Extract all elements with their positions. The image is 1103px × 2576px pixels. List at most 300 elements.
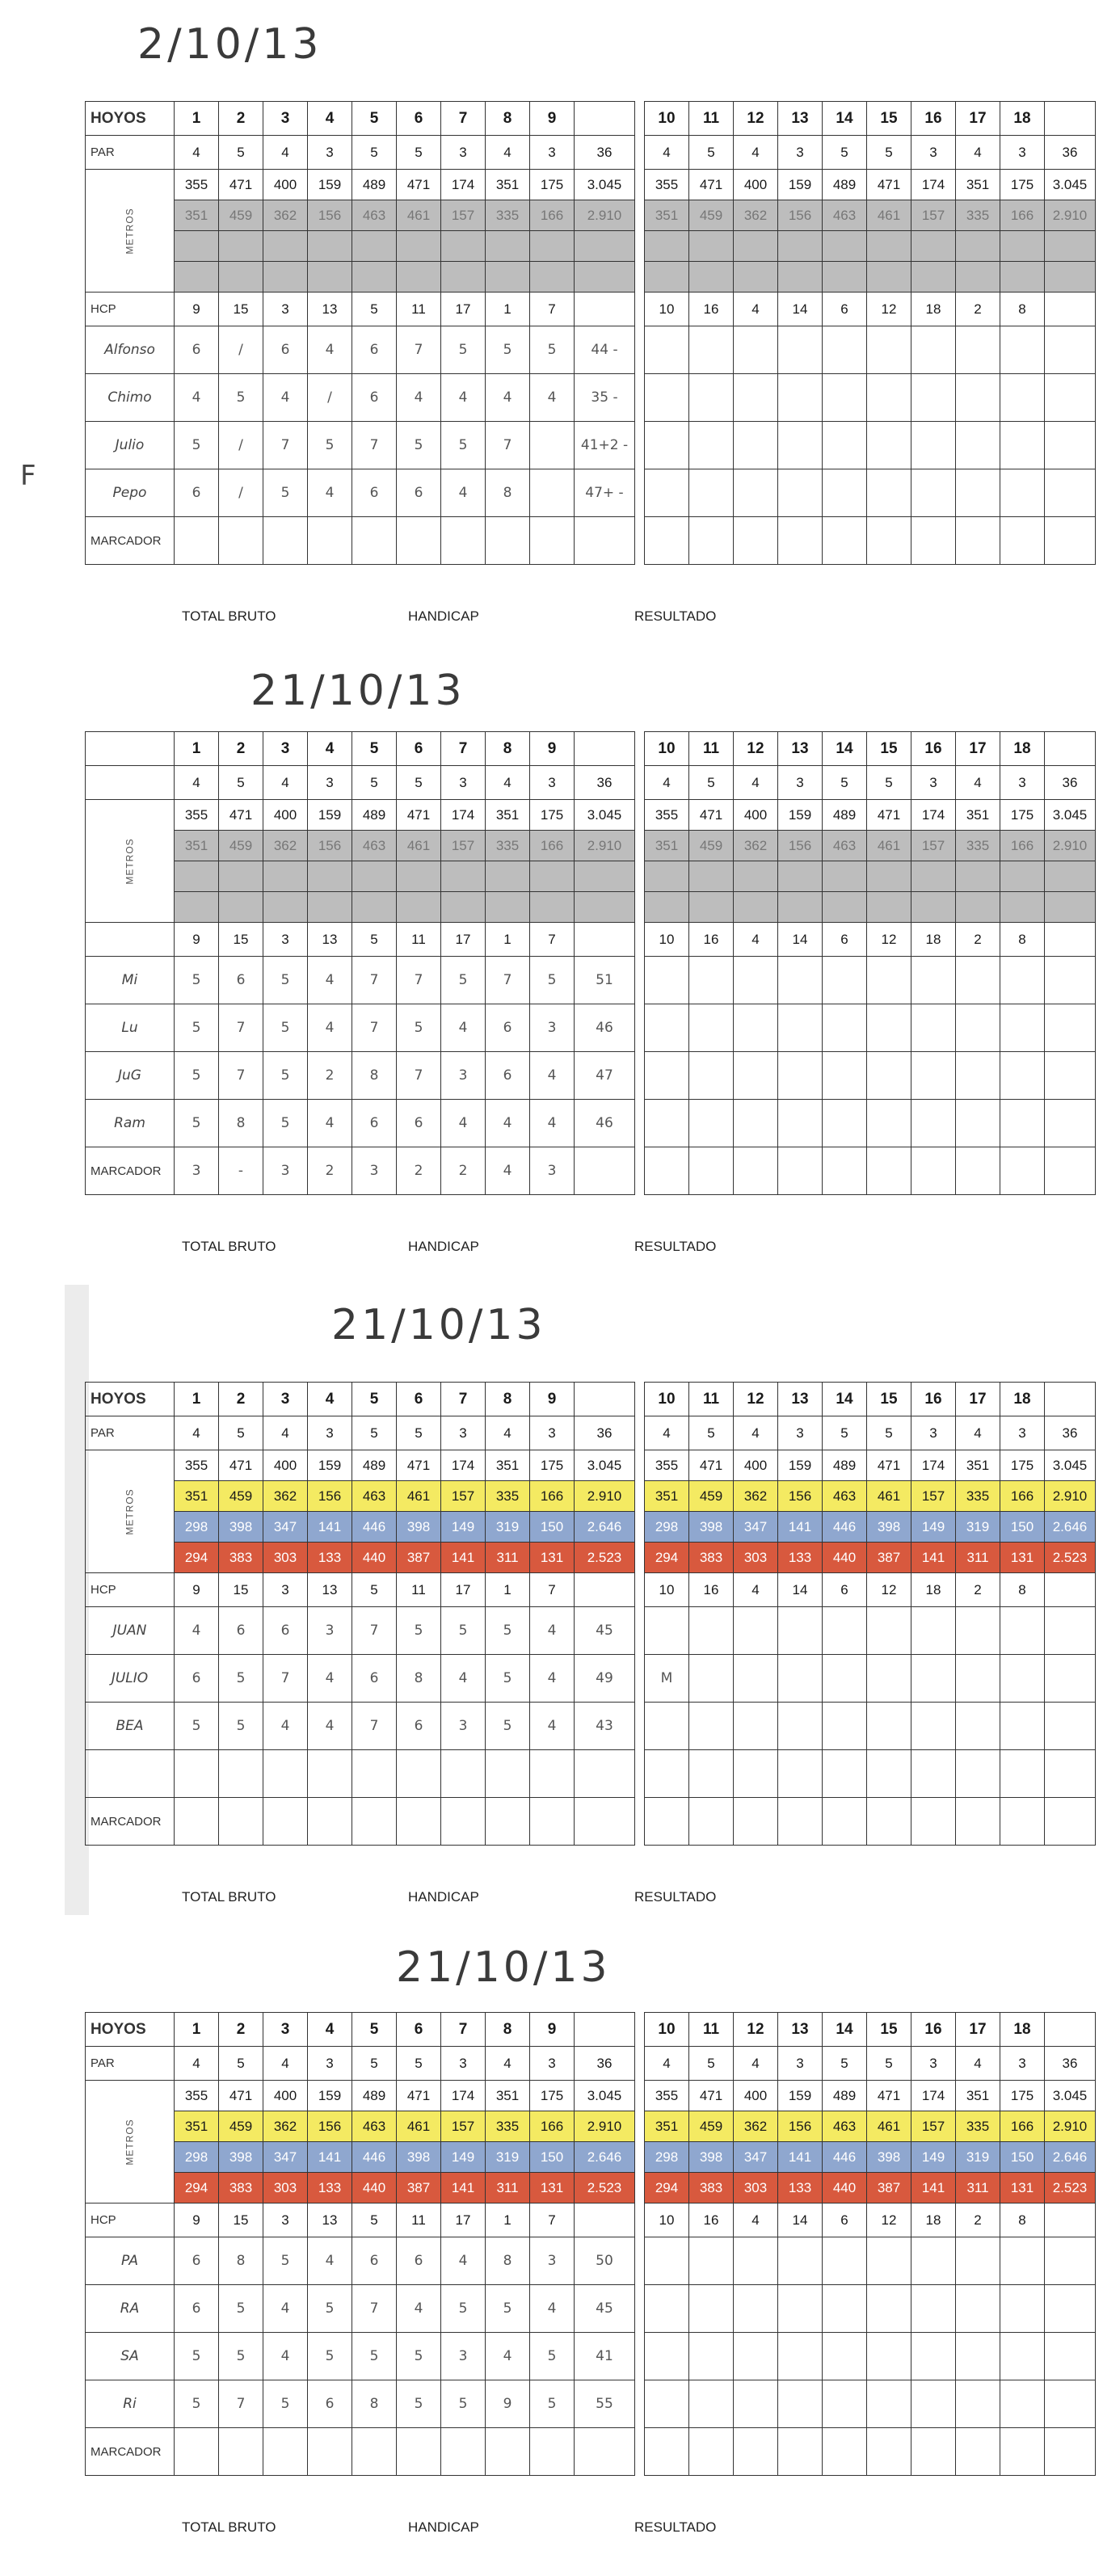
hcp-value: 9 (175, 923, 219, 957)
player-score: 7 (219, 2380, 263, 2428)
par-value: 4 (956, 1416, 1000, 1450)
footer-bruto: TOTAL BRUTO (182, 608, 276, 624)
tee-total-back (1045, 231, 1096, 262)
back-score (689, 1703, 734, 1750)
par-value: 3 (778, 136, 823, 170)
tee-distance (308, 892, 352, 923)
player-score: 5 (308, 422, 352, 469)
marcador-back (956, 2428, 1000, 2476)
tee-total-front (575, 861, 635, 892)
back-score (734, 957, 778, 1004)
player-score (530, 1750, 575, 1798)
marcador-back (911, 517, 956, 565)
hcp-value: 1 (486, 293, 530, 326)
hcp-value: 10 (645, 923, 689, 957)
hole-number: 1 (175, 732, 219, 766)
player-score: 5 (175, 1100, 219, 1147)
tee-distance: 461 (867, 200, 911, 231)
tee-distance (645, 861, 689, 892)
hcp-value: 10 (645, 1573, 689, 1607)
marcador-score (263, 1798, 308, 1846)
player-name: Alfonso (86, 326, 175, 374)
par-value: 4 (734, 2047, 778, 2081)
tee-distance: 351 (175, 2111, 219, 2142)
back-score (956, 1004, 1000, 1052)
tee-distance: 463 (352, 2111, 397, 2142)
tee-total-back: 2.523 (1045, 1543, 1096, 1573)
marcador-score (219, 1798, 263, 1846)
marcador-label: MARCADOR (86, 2428, 175, 2476)
hcp-value: 9 (175, 2203, 219, 2237)
hole-number: 1 (175, 1383, 219, 1416)
par-value: 5 (352, 766, 397, 800)
tee-distance: 133 (308, 1543, 352, 1573)
marcador-label: MARCADOR (86, 517, 175, 565)
marcador-label: MARCADOR (86, 1147, 175, 1195)
par-total-front: 36 (575, 1416, 635, 1450)
tee-distance: 461 (867, 831, 911, 861)
hcp-label: HCP (86, 1573, 175, 1607)
hcp-total-back (1045, 293, 1096, 326)
front-total-header (575, 102, 635, 136)
tee-distance: 294 (175, 1543, 219, 1573)
hcp-total-front (575, 1573, 635, 1607)
player-row (86, 957, 1096, 1004)
par-value: 3 (308, 1416, 352, 1450)
player-score: 6 (219, 1607, 263, 1655)
hcp-value: 13 (308, 2203, 352, 2237)
tee-distance: 461 (867, 2111, 911, 2142)
back-score (956, 1703, 1000, 1750)
player-score: 5 (486, 1607, 530, 1655)
tee-distance (911, 861, 956, 892)
marcador-score (219, 2428, 263, 2476)
par-value: 5 (689, 2047, 734, 2081)
tee-distance: 362 (263, 831, 308, 861)
tee-distance: 133 (778, 2173, 823, 2203)
tee-total-front: 2.910 (575, 1481, 635, 1512)
player-row (86, 2333, 1096, 2380)
back-total (1045, 2237, 1096, 2285)
hcp-value: 12 (867, 2203, 911, 2237)
back-score (823, 469, 867, 517)
gap (635, 1543, 645, 1573)
player-score: 3 (530, 1004, 575, 1052)
metros-text: METROS (124, 1488, 136, 1535)
back-score (689, 957, 734, 1004)
par-value: 3 (778, 1416, 823, 1450)
tee-distance: 471 (219, 1450, 263, 1481)
back-total (1045, 469, 1096, 517)
tee-distance: 150 (1000, 1512, 1045, 1543)
par-value: 3 (308, 766, 352, 800)
par-value: 5 (689, 1416, 734, 1450)
player-score: 5 (263, 1004, 308, 1052)
tee-total-back: 3.045 (1045, 800, 1096, 831)
back-score (867, 374, 911, 422)
footer-bruto: TOTAL BRUTO (182, 2519, 276, 2535)
player-score: 7 (219, 1004, 263, 1052)
tee-distance: 141 (778, 1512, 823, 1543)
gap (635, 136, 645, 170)
tee-distance: 440 (352, 2173, 397, 2203)
player-score: 6 (175, 1655, 219, 1703)
tee-distance: 400 (734, 800, 778, 831)
player-score: 6 (175, 469, 219, 517)
back-total (1045, 1607, 1096, 1655)
par-value: 3 (308, 2047, 352, 2081)
player-score: 4 (308, 1100, 352, 1147)
marcador-score (486, 2428, 530, 2476)
player-score: 5 (486, 1655, 530, 1703)
tee-distance (911, 231, 956, 262)
tee-distance: 149 (911, 1512, 956, 1543)
player-score: 8 (352, 2380, 397, 2428)
tee-distance: 463 (352, 200, 397, 231)
hole-number: 10 (645, 1383, 689, 1416)
tee-distance: 362 (734, 1481, 778, 1512)
tee-distance: 335 (956, 2111, 1000, 2142)
gap (635, 2428, 645, 2476)
par-value: 4 (175, 136, 219, 170)
marcador-score (441, 517, 486, 565)
tee-distance: 400 (734, 170, 778, 200)
marcador-score: 3 (175, 1147, 219, 1195)
hcp-value: 3 (263, 923, 308, 957)
side-note: F (20, 460, 36, 492)
tee-total-back: 3.045 (1045, 2081, 1096, 2111)
player-score: 5 (175, 422, 219, 469)
tee-row (86, 1450, 1096, 1481)
gap (635, 262, 645, 293)
par-total-back: 36 (1045, 766, 1096, 800)
player-name: Lu (86, 1004, 175, 1052)
tee-distance (441, 892, 486, 923)
back-score (823, 1052, 867, 1100)
back-score (645, 469, 689, 517)
par-value: 4 (263, 2047, 308, 2081)
hole-number: 13 (778, 1383, 823, 1416)
marcador-back (823, 1798, 867, 1846)
back-total (1045, 2380, 1096, 2428)
tee-distance: 141 (911, 2173, 956, 2203)
hcp-value: 2 (956, 293, 1000, 326)
player-name: SA (86, 2333, 175, 2380)
tee-row (86, 170, 1096, 200)
player-row (86, 422, 1096, 469)
player-score: 5 (263, 1100, 308, 1147)
tee-distance: 387 (867, 1543, 911, 1573)
hcp-value: 12 (867, 923, 911, 957)
player-score: 6 (175, 326, 219, 374)
hole-number: 8 (486, 732, 530, 766)
back-score (689, 2333, 734, 2380)
marcador-back (1045, 1798, 1096, 1846)
tee-distance: 383 (689, 1543, 734, 1573)
player-score: 6 (352, 374, 397, 422)
tee-distance: 159 (308, 170, 352, 200)
gap (635, 1052, 645, 1100)
hole-number: 5 (352, 2013, 397, 2047)
tee-total-front: 3.045 (575, 170, 635, 200)
back-score (911, 2285, 956, 2333)
tee-distance: 157 (441, 200, 486, 231)
tee-total-front: 3.045 (575, 2081, 635, 2111)
tee-distance (689, 861, 734, 892)
hcp-value: 14 (778, 1573, 823, 1607)
hcp-value: 7 (530, 293, 575, 326)
tee-distance: 347 (263, 2142, 308, 2173)
marcador-back (867, 517, 911, 565)
hole-number: 15 (867, 1383, 911, 1416)
tee-total-front: 2.910 (575, 2111, 635, 2142)
tee-distance (823, 231, 867, 262)
tee-distance: 175 (530, 2081, 575, 2111)
par-value: 4 (645, 766, 689, 800)
par-value: 3 (530, 2047, 575, 2081)
player-score: 4 (263, 2333, 308, 2380)
player-row (86, 2380, 1096, 2428)
tee-distance: 355 (645, 170, 689, 200)
hcp-value: 5 (352, 923, 397, 957)
hole-number: 13 (778, 2013, 823, 2047)
back-score (1000, 422, 1045, 469)
hole-number: 1 (175, 102, 219, 136)
par-value: 4 (486, 766, 530, 800)
player-score: 5 (219, 374, 263, 422)
tee-distance: 175 (1000, 1450, 1045, 1481)
back-score (1000, 1100, 1045, 1147)
tee-distance (486, 892, 530, 923)
gap (635, 1750, 645, 1798)
tee-row (86, 1481, 1096, 1512)
back-score (956, 1052, 1000, 1100)
back-score (867, 1052, 911, 1100)
gap (635, 2081, 645, 2111)
gap (635, 2111, 645, 2142)
par-total-back: 36 (1045, 136, 1096, 170)
back-score (911, 2333, 956, 2380)
tee-distance (308, 861, 352, 892)
metros-label (86, 2081, 175, 2203)
tee-distance (175, 861, 219, 892)
hcp-value: 15 (219, 2203, 263, 2237)
hole-number: 16 (911, 732, 956, 766)
tee-distance (530, 262, 575, 293)
player-score: 5 (263, 2380, 308, 2428)
par-value: 4 (175, 1416, 219, 1450)
hcp-total-back (1045, 923, 1096, 957)
back-score (645, 1052, 689, 1100)
back-score (1000, 374, 1045, 422)
par-value: 5 (823, 136, 867, 170)
player-score: 7 (352, 1607, 397, 1655)
tee-distance: 459 (689, 1481, 734, 1512)
hcp-value: 7 (530, 923, 575, 957)
back-score (645, 1100, 689, 1147)
tee-distance: 351 (956, 2081, 1000, 2111)
player-total: 41 (575, 2333, 635, 2380)
tee-distance: 471 (397, 1450, 441, 1481)
par-value: 5 (823, 766, 867, 800)
tee-distance: 174 (441, 1450, 486, 1481)
hole-number: 5 (352, 102, 397, 136)
tee-distance (175, 892, 219, 923)
marcador-back (734, 2428, 778, 2476)
player-score: 5 (397, 1607, 441, 1655)
gap (635, 469, 645, 517)
back-score (956, 957, 1000, 1004)
tee-total-front: 2.646 (575, 1512, 635, 1543)
hcp-value: 5 (352, 1573, 397, 1607)
marcador-back (645, 517, 689, 565)
hole-number: 11 (689, 2013, 734, 2047)
tee-distance: 463 (823, 200, 867, 231)
tee-distance (219, 231, 263, 262)
par-value: 3 (1000, 766, 1045, 800)
marcador-score (308, 517, 352, 565)
tee-distance: 471 (867, 2081, 911, 2111)
marcador-score: 3 (352, 1147, 397, 1195)
par-value: 4 (734, 136, 778, 170)
tee-distance: 387 (397, 1543, 441, 1573)
tee-distance: 159 (778, 170, 823, 200)
marcador-score (397, 517, 441, 565)
gap (635, 517, 645, 565)
holes-row (86, 732, 1096, 766)
tee-distance: 471 (689, 170, 734, 200)
back-score (645, 2380, 689, 2428)
tee-distance: 446 (352, 1512, 397, 1543)
tee-distance: 355 (645, 1450, 689, 1481)
hole-number: 9 (530, 102, 575, 136)
back-score (1000, 1004, 1045, 1052)
player-score: 7 (352, 1004, 397, 1052)
player-row (86, 1052, 1096, 1100)
marcador-back (1000, 1798, 1045, 1846)
tee-distance (219, 861, 263, 892)
tee-distance: 440 (352, 1543, 397, 1573)
player-score: 7 (352, 1703, 397, 1750)
tee-distance: 335 (486, 831, 530, 861)
marcador-total (575, 2428, 635, 2476)
player-name: Mi (86, 957, 175, 1004)
hcp-value: 7 (530, 1573, 575, 1607)
back-score (867, 957, 911, 1004)
back-score (867, 1607, 911, 1655)
tee-distance (778, 231, 823, 262)
tee-distance: 335 (956, 831, 1000, 861)
tee-total-front: 2.523 (575, 1543, 635, 1573)
player-score: 5 (441, 957, 486, 1004)
hole-number: 11 (689, 732, 734, 766)
tee-distance: 362 (734, 831, 778, 861)
tee-distance: 383 (219, 1543, 263, 1573)
hole-number: 15 (867, 732, 911, 766)
player-total: 55 (575, 2380, 635, 2428)
tee-total-front (575, 892, 635, 923)
gap (635, 200, 645, 231)
tee-distance: 351 (486, 170, 530, 200)
marcador-back (1000, 1147, 1045, 1195)
hole-number: 12 (734, 1383, 778, 1416)
footer-resultado: RESULTADO (634, 1239, 717, 1254)
player-score: / (308, 374, 352, 422)
back-score (867, 1100, 911, 1147)
hcp-value: 16 (689, 293, 734, 326)
tee-total-back: 2.910 (1045, 2111, 1096, 2142)
hcp-value: 6 (823, 923, 867, 957)
tee-distance (441, 231, 486, 262)
marcador-score (175, 517, 219, 565)
hole-number: 12 (734, 102, 778, 136)
tee-distance (1000, 231, 1045, 262)
tee-total-front: 2.910 (575, 831, 635, 861)
player-score (530, 469, 575, 517)
tee-distance: 166 (530, 1481, 575, 1512)
tee-distance: 335 (956, 1481, 1000, 1512)
par-value: 4 (263, 766, 308, 800)
tee-distance: 400 (263, 170, 308, 200)
tee-distance: 174 (911, 800, 956, 831)
player-score: 4 (308, 326, 352, 374)
tee-total-front: 2.646 (575, 2142, 635, 2173)
scorecard-table (85, 101, 1096, 565)
player-score (308, 1750, 352, 1798)
par-total-front: 36 (575, 136, 635, 170)
player-row (86, 1750, 1096, 1798)
hole-number: 3 (263, 2013, 308, 2047)
hole-number: 12 (734, 732, 778, 766)
player-score (486, 1750, 530, 1798)
player-score: 3 (308, 1607, 352, 1655)
tee-distance: 471 (689, 2081, 734, 2111)
marcador-score (441, 2428, 486, 2476)
tee-distance (486, 231, 530, 262)
player-total (575, 1750, 635, 1798)
marcador-row (86, 517, 1096, 565)
hole-number: 13 (778, 732, 823, 766)
holes-label: HOYOS (86, 102, 175, 136)
hole-number: 9 (530, 1383, 575, 1416)
player-score: 5 (530, 957, 575, 1004)
tee-distance: 355 (645, 800, 689, 831)
back-score (911, 422, 956, 469)
player-total: 41+2 - (575, 422, 635, 469)
back-total (1045, 957, 1096, 1004)
tee-distance (689, 262, 734, 293)
par-value: 4 (645, 1416, 689, 1450)
par-total-back: 36 (1045, 2047, 1096, 2081)
tee-distance: 355 (175, 800, 219, 831)
player-score: 4 (486, 1100, 530, 1147)
tee-distance: 157 (441, 2111, 486, 2142)
tee-distance: 319 (486, 1512, 530, 1543)
tee-distance: 166 (1000, 831, 1045, 861)
par-value: 4 (486, 136, 530, 170)
tee-distance (867, 262, 911, 293)
tee-row (86, 1543, 1096, 1573)
player-row (86, 374, 1096, 422)
holes-label: HOYOS (86, 2013, 175, 2047)
tee-distance: 362 (263, 2111, 308, 2142)
back-score (734, 1703, 778, 1750)
hcp-value: 11 (397, 293, 441, 326)
hcp-label: HCP (86, 293, 175, 326)
back-score (956, 422, 1000, 469)
player-total: 44 - (575, 326, 635, 374)
back-score (689, 1100, 734, 1147)
